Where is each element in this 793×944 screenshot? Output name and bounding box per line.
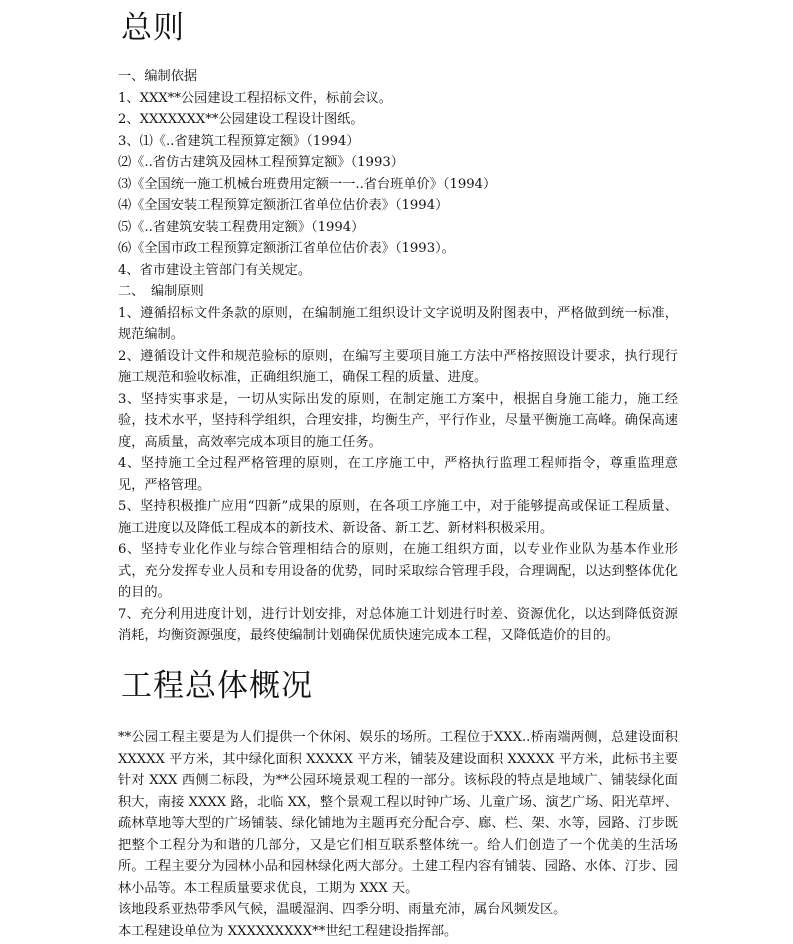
overview-paragraph-1: **公园工程主要是为人们提供一个休闲、娱乐的场所。工程位于XXX..桥南端两侧，总建设面积 XXXXX 平方米，其中绿化面积 XXXXX 平方米，铺装及建设面积 XXXXX 平方米，此标书主要针对 XXX 西侧二标段，为**公园环境景观工程的一部分。该标段的特点是地域广、铺装绿化面积大，南接 XXXX 路，北临 XX，整个景观工程以时钟广场、儿童广场、演艺广场、阳光草坪、疏林草地等大型的广场铺装、绿化铺地为主题再充分配合亭、廊、栏、架、水等，园路、汀步既把整个工程分为和谐的几部分，又是它们相互联系整体统一。给人们创造了一个优美的生活场所。工程主要分为园林小品和园林绿化两大部分。土建工程内容有铺装、园路、水体、汀步、园林小品等。本工程质量要求优良，工期为 XXX 天。 bbox=[118, 730, 678, 896]
basis-item-2: 2、XXXXXXX**公园建设工程设计图纸。 bbox=[118, 112, 364, 127]
principle-paragraph-4: 4、坚持施工全过程严格管理的原则，在工序施工中，严格执行监理工程师指令，尊重监理意见，严格管理。 bbox=[118, 456, 678, 493]
basis-item-3-1: 3、⑴《..省建筑工程预算定额》（1994） bbox=[118, 133, 360, 149]
principle-paragraph-1: 1、遵循招标文件条款的原则，在编制施工组织设计文字说明及附图表中，严格做到统一标准，规范编制。 bbox=[118, 305, 678, 342]
general-section-body bbox=[118, 66, 678, 647]
principle-paragraph-5: 5、坚持积极推广应用“四新”成果的原则，在各项工序施工中，对于能够提高或保证工程质量、施工进度以及降低工程成本的新技术、新设备、新工艺、新材料积极采用。 bbox=[118, 499, 678, 536]
overview-paragraph-climate: 该地段系亚热带季风气候，温暖湿润、四季分明、雨量充沛，属台风频发区。 bbox=[118, 902, 567, 917]
subheading-principles: 二、 编制原则 bbox=[118, 284, 204, 299]
basis-item-1: 1、XXX**公园建设工程招标文件，标前会议。 bbox=[118, 90, 392, 106]
principle-paragraph-6: 6、坚持专业化作业与综合管理相结合的原则，在施工组织方面，以专业作业队为基本作业形式，充分发挥专业人员和专用设备的优势，同时采取综合管理手段，合理调配，以达到整体优化的目的。 bbox=[118, 542, 678, 600]
basis-item-3-5: ⑸《..省建筑安装工程费用定额》（1994） bbox=[118, 219, 365, 235]
overview-section-body bbox=[118, 727, 678, 942]
basis-item-3-2: ⑵《..省仿古建筑及园林工程预算定额》（1993） bbox=[118, 155, 404, 170]
section-title-general: 总则 bbox=[121, 10, 185, 46]
principle-paragraph-3: 3、坚持实事求是，一切从实际出发的原则，在制定施工方案中，根据自身施工能力，施工经验，技术水平，坚持科学组织，合理安排，均衡生产，平行作业，尽量平衡施工高峰。确保高速度，高质量，高效率完成本项目的施工任务。 bbox=[118, 391, 678, 450]
overview-paragraph-owner: 本工程建设单位为 XXXXXXXXX**世纪工程建设指挥部。 bbox=[118, 923, 458, 939]
basis-item-3-3: ⑶《全国统一施工机械台班费用定额一一..省台班单价》（1994） bbox=[118, 176, 497, 192]
basis-item-3-6: ⑹《全国市政工程预算定额浙江省单位估价表》（1993）。 bbox=[118, 241, 455, 256]
basis-item-4: 4、省市建设主管部门有关规定。 bbox=[118, 262, 312, 278]
basis-item-3-4: ⑷《全国安装工程预算定额浙江省单位估价表》（1994） bbox=[118, 198, 449, 213]
subheading-basis: 一、编制依据 bbox=[118, 69, 198, 84]
principle-paragraph-7: 7、充分利用进度计划，进行计划安排，对总体施工计划进行时差、资源优化，以达到降低资源消耗，均衡资源强度，最终使编制计划确保优质快速完成本工程，又降低造价的目的。 bbox=[118, 606, 678, 643]
principle-paragraph-2: 2、遵循设计文件和规范验标的原则，在编写主要项目施工方法中严格按照设计要求，执行现行施工规范和验收标准，正确组织施工，确保工程的质量、进度。 bbox=[118, 348, 678, 385]
section-title-overview: 工程总体概况 bbox=[121, 668, 313, 704]
